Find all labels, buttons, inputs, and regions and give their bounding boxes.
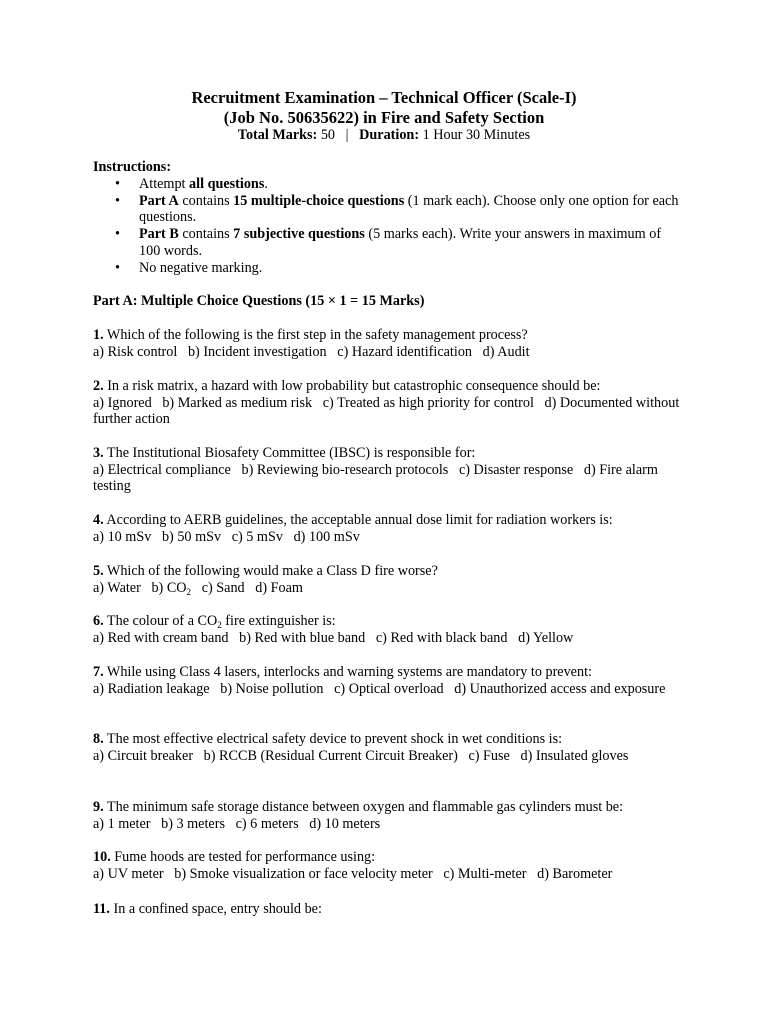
question-2	[93, 378, 683, 428]
question-number: 7.	[93, 664, 104, 680]
instruction-item: • Part B contains 7 subjective questions (5 marks each). Write your answers in maximum of 100 words.	[93, 226, 683, 259]
duration-value: 1 Hour 30 Minutes	[419, 127, 531, 143]
question-options: a) Electrical compliance b) Reviewing bio-research protocols c) Disaster response d) Fire alarm testing	[93, 461, 662, 495]
question-text: According to AERB guidelines, the acceptable annual dose limit for radiation workers is:	[103, 512, 613, 528]
question-text: Which of the following would make a Class D fire worse?	[103, 563, 438, 579]
question-7	[93, 664, 683, 697]
question-3	[93, 445, 683, 495]
question-8	[93, 731, 683, 764]
question-options: a) Circuit breaker b) RCCB (Residual Current Circuit Breaker) c) Fuse d) Insulated gloves	[93, 747, 629, 764]
question-text: The minimum safe storage distance between oxygen and flammable gas cylinders must be:	[103, 799, 624, 815]
question-options: a) Red with cream band b) Red with blue band c) Red with black band d) Yellow	[93, 629, 574, 646]
question-number: 9.	[93, 799, 104, 815]
question-5	[93, 563, 683, 596]
question-number: 6.	[93, 613, 104, 629]
question-options: a) UV meter b) Smoke visualization or face velocity meter c) Multi-meter d) Barometer	[93, 865, 613, 882]
question-number: 8.	[93, 731, 104, 747]
marks-duration-line	[0, 127, 768, 144]
duration-label: Duration:	[359, 127, 420, 143]
question-options: a) Risk control b) Incident investigation c) Hazard identification d) Audit	[93, 343, 530, 360]
question-options: a) Radiation leakage b) Noise pollution c) Optical overload d) Unauthorized access and exposure	[93, 680, 666, 697]
question-number: 11.	[93, 901, 110, 917]
instructions-list	[93, 176, 683, 276]
question-text: The Institutional Biosafety Committee (IBSC) is responsible for:	[103, 445, 476, 461]
question-10	[93, 849, 683, 882]
question-text: Fume hoods are tested for performance using:	[110, 849, 376, 865]
question-number: 2.	[93, 378, 104, 394]
part-a-heading: Part A: Multiple Choice Questions (15 × 1 = 15 Marks)	[93, 293, 425, 309]
question-options: a) 1 meter b) 3 meters c) 6 meters d) 10 meters	[93, 815, 381, 832]
question-number: 4.	[93, 512, 104, 528]
instruction-item: • Attempt all questions.	[93, 176, 683, 193]
question-text: In a risk matrix, a hazard with low probability but catastrophic consequence should be:	[103, 378, 601, 394]
total-marks-label: Total Marks:	[237, 127, 318, 143]
exam-subtitle: (Job No. 50635622) in Fire and Safety Section	[223, 108, 545, 127]
question-text: The most effective electrical safety device to prevent shock in wet conditions is:	[103, 731, 563, 747]
instruction-item: • Part A contains 15 multiple-choice questions (1 mark each). Choose only one option for each questions.	[93, 193, 683, 226]
total-marks-value: 50 |	[317, 127, 360, 143]
question-9	[93, 799, 683, 832]
question-text: The colour of a $CO_2$ fire extinguisher is:	[103, 613, 336, 630]
question-text: While using Class 4 lasers, interlocks and warning systems are mandatory to prevent:	[103, 664, 592, 680]
instructions-heading: Instructions:	[93, 159, 172, 175]
question-number: 1.	[93, 327, 104, 343]
question-options: a) Water b) $CO_2$ c) Sand d) Foam	[93, 579, 303, 597]
question-text: In a confined space, entry should be:	[109, 901, 322, 917]
question-text: Which of the following is the first step in the safety management process?	[103, 327, 528, 343]
question-number: 3.	[93, 445, 104, 461]
question-number: 5.	[93, 563, 104, 579]
question-number: 10.	[93, 849, 111, 865]
question-4	[93, 512, 683, 545]
exam-title: Recruitment Examination – Technical Officer (Scale-I)	[191, 88, 577, 107]
question-options: a) Ignored b) Marked as medium risk c) Treated as high priority for control d) Documented without further action	[93, 394, 683, 428]
question-11	[93, 901, 683, 918]
question-1	[93, 327, 683, 360]
instruction-item: • No negative marking.	[93, 260, 683, 277]
question-options: a) 10 mSv b) 50 mSv c) 5 mSv d) 100 mSv	[93, 528, 360, 545]
question-6	[93, 613, 683, 646]
